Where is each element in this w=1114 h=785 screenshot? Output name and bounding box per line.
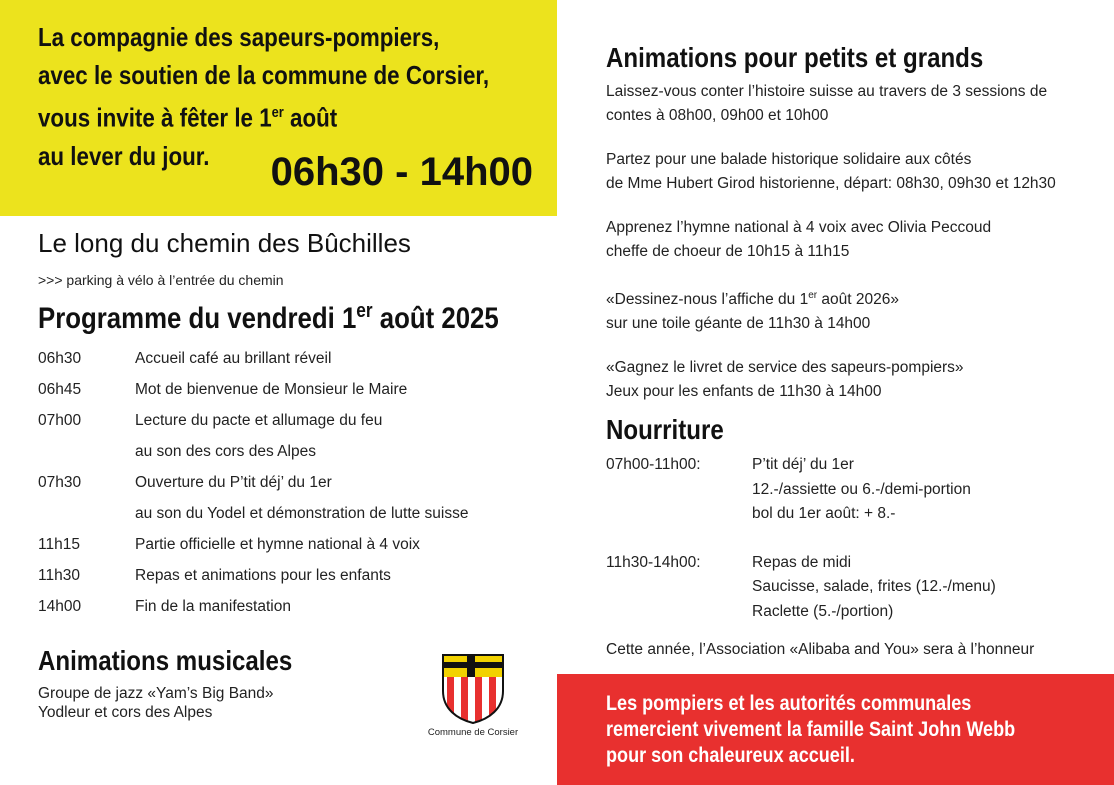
programme-row — [38, 567, 558, 598]
parking-note: >>> parking à vélo à l’entrée du chemin — [38, 272, 284, 288]
music-line-2: Yodleur et cors des Alpes — [38, 704, 213, 721]
animations-title: Animations pour petits et grands — [606, 42, 984, 73]
food-item: bol du 1er août: + 8.- — [752, 505, 896, 522]
thanks-text — [606, 691, 1088, 769]
programme-row — [38, 598, 558, 629]
invite-line-3-sup: er — [271, 104, 284, 121]
food-row — [606, 453, 1086, 478]
animation-line: de Mme Hubert Girod historienne, départ: 08h30, 09h30 et 12h30 — [606, 175, 1056, 192]
food-time: 07h00-11h00: — [606, 456, 701, 473]
programme-title-pre: Programme du vendredi 1 — [38, 302, 357, 335]
food-item: P’tit déj’ du 1er — [752, 456, 854, 473]
programme-desc: au son des cors des Alpes — [135, 443, 316, 460]
programme-time: 07h00 — [38, 412, 82, 429]
location-title: Le long du chemin des Bûchilles — [38, 228, 411, 258]
food-item: Raclette (5.-/portion) — [752, 602, 894, 620]
programme-row — [38, 536, 558, 567]
programme-time: 11h30 — [38, 567, 80, 584]
programme-time: 06h45 — [38, 381, 82, 398]
programme-desc: Ouverture du P’tit déj’ du 1er — [135, 474, 332, 491]
programme-row — [38, 505, 558, 536]
crest-label: Commune de Corsier — [427, 727, 519, 738]
programme-desc: Accueil café au brillant réveil — [135, 350, 332, 367]
animation-item — [606, 216, 1086, 264]
programme-row — [38, 412, 558, 443]
animation-line-post: août 2026» — [817, 291, 899, 309]
programme-desc: Lecture du pacte et allumage du feu — [135, 412, 383, 429]
programme-title-sup: er — [356, 300, 373, 322]
food-row — [606, 600, 1086, 625]
animation-line: Jeux pour les enfants de 11h30 à 14h00 — [606, 383, 882, 401]
food-item: 12.-/assiette ou 6.-/demi-portion — [752, 480, 971, 498]
animation-line — [606, 284, 1086, 312]
animation-line: Laissez-vous conter l’histoire suisse au travers de 3 sessions de — [606, 83, 1048, 100]
programme-row — [38, 474, 558, 505]
animation-line: «Gagnez le livret de service des sapeurs-pompiers» — [606, 359, 964, 377]
programme-list — [38, 350, 558, 629]
programme-desc: Fin de la manifestation — [135, 598, 291, 615]
programme-time: 07h30 — [38, 474, 82, 491]
programme-title-post: août 2025 — [372, 302, 499, 335]
thanks-line-2: remercient vivement la famille Saint John Webb — [606, 718, 1016, 741]
animation-line: Apprenez l’hymne national à 4 voix avec Olivia Peccoud — [606, 219, 992, 236]
animation-line-pre: «Dessinez-nous l’affiche du 1 — [606, 291, 809, 309]
animation-line: cheffe de choeur de 10h15 à 11h15 — [606, 243, 850, 260]
programme-desc: Partie officielle et hymne national à 4 voix — [135, 536, 420, 553]
food-time: 11h30-14h00: — [606, 553, 701, 571]
animation-line: sur une toile géante de 11h30 à 14h00 — [606, 315, 871, 333]
food-row — [606, 502, 1086, 527]
event-hours: 06h30 - 14h00 — [270, 150, 533, 194]
animation-line: Partez pour une balade historique solidaire aux côtés — [606, 151, 972, 168]
animation-line: contes à 08h00, 09h00 et 10h00 — [606, 107, 829, 124]
programme-title — [38, 300, 499, 336]
food-item: Repas de midi — [752, 553, 852, 571]
programme-desc: Mot de bienvenue de Monsieur le Maire — [135, 381, 408, 398]
programme-time: 11h15 — [38, 536, 80, 553]
invite-line-3 — [38, 94, 477, 137]
invite-line-1: La compagnie des sapeurs-pompiers, — [38, 22, 440, 52]
programme-time: 06h30 — [38, 350, 82, 367]
thanks-line-1: Les pompiers et les autorités communales — [606, 692, 972, 715]
food-row — [606, 551, 1086, 576]
programme-row — [38, 443, 558, 474]
animations-list — [606, 80, 1086, 424]
animation-item — [606, 80, 1086, 128]
invite-line-4: au lever du jour. — [38, 140, 210, 171]
corsier-crest-icon — [441, 653, 505, 725]
invite-line-3-pre: vous invite à fêter le 1 — [38, 102, 272, 133]
programme-row — [38, 381, 558, 412]
thanks-line-3: pour son chaleureux accueil. — [606, 744, 855, 767]
food-row — [606, 478, 1086, 503]
programme-desc: au son du Yodel et démonstration de lutte suisse — [135, 505, 469, 522]
association-note: Cette année, l’Association «Alibaba and You» sera à l’honneur — [606, 641, 1035, 658]
music-list — [38, 684, 274, 722]
programme-desc: Repas et animations pour les enfants — [135, 567, 391, 584]
invite-line-3-post: août — [283, 102, 338, 133]
food-item: Saucisse, salade, frites (12.-/menu) — [752, 578, 996, 595]
music-title: Animations musicales — [38, 645, 293, 676]
animation-item — [606, 284, 1086, 336]
food-title: Nourriture — [606, 414, 724, 445]
food-list — [606, 453, 1086, 624]
header-banner — [0, 0, 557, 216]
music-line-1: Groupe de jazz «Yam’s Big Band» — [38, 685, 274, 702]
animation-line-sup: er — [808, 290, 818, 301]
invite-line-2: avec le soutien de la commune de Corsier, — [38, 60, 490, 90]
programme-row — [38, 350, 558, 381]
animation-item — [606, 356, 1086, 404]
food-row — [606, 575, 1086, 600]
thanks-banner — [557, 674, 1114, 785]
programme-time: 14h00 — [38, 598, 82, 615]
animation-item — [606, 148, 1086, 196]
